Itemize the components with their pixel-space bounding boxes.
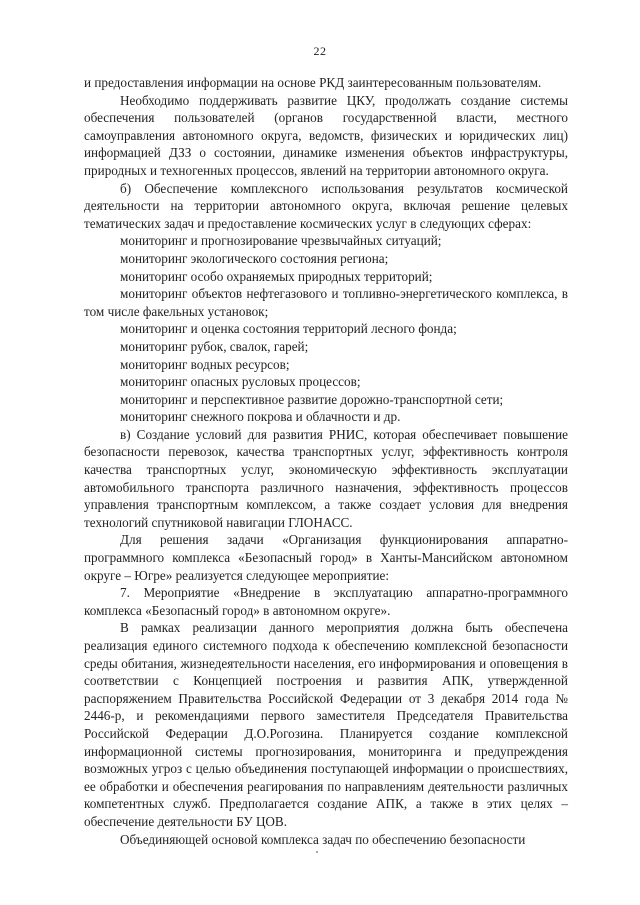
paragraph-item-b: б) Обеспечение комплексного использования результатов космической деятельности на территории автономного округа, включая решение целевых тематических задач и предоставление космических услуг в следующих сферах: — [84, 180, 568, 231]
list-item-water: мониторинг водных ресурсов; — [120, 356, 290, 372]
list-item-protected-areas: мониторинг особо охраняемых природных территорий; — [120, 268, 433, 284]
paragraph-final: Объединяющей основой комплекса задач по обеспечению безопасности — [120, 831, 526, 847]
list-item-road-network: мониторинг и перспективное развитие дорожно-транспортной сети; — [120, 391, 504, 407]
paragraph-task-safe-city: Для решения задачи «Организация функционирования аппаратно-программного комплекса «Безопасный город» в Ханты-Мансийском автономном округе – Югре» реализуется следующее мероприятие: — [84, 532, 568, 583]
list-item-oil-gas: мониторинг объектов нефтегазового и топливно-энергетического комплекса, в том числе факельных установок; — [84, 286, 568, 319]
list-item-logging: мониторинг рубок, свалок, гарей; — [120, 338, 309, 354]
list-item-snow-cover: мониторинг снежного покрова и облачности и др. — [120, 409, 401, 425]
list-item-forest: мониторинг и оценка состояния территорий лесного фонда; — [120, 321, 457, 337]
scan-speck — [316, 851, 318, 853]
page-number: 22 — [313, 44, 327, 58]
list-item-emergency: мониторинг и прогнозирование чрезвычайных ситуаций; — [120, 233, 442, 249]
paragraph-item-v: в) Создание условий для развития РНИС, которая обеспечивает повышение безопасности перевозок, качества транспортных услуг, эффективность контроля качества транспортных услуг, экономическую эффективность эксплуатации автомобильного транспорта различного назначения, эффективность процессов управления транспортным комплексом, а также создает условия для внедрения технологий спутниковой навигации ГЛОНАСС. — [84, 426, 568, 530]
document-body — [84, 74, 568, 848]
list-item-river-processes: мониторинг опасных русловых процессов; — [120, 374, 361, 390]
paragraph-implementation: В рамках реализации данного мероприятия должна быть обеспечена реализация единого системного подхода к обеспечению комплексной безопасности среды обитания, жизнедеятельности населения, его информирования и оповещения в соответствии с Концепцией построения и развития АПК, утвержденной распоряжением Правительства Российской Федерации от 3 декабря 2014 года № 2446-р, и рекомендациями первого заместителя Председателя Правительства Российской Федерации Д.О.Рогозина. Планируется создание комплексной информационной системы прогнозирования, мониторинга и предупреждения возможных угроз с целью объединения поступающей информации о происшествиях, ее обработки и обеспечения реагирования по направлениям деятельности различных компетентных служб. Предполагается создание АПК, а также в этих целях – обеспечение деятельности БУ ЦОВ. — [84, 620, 568, 829]
paragraph-tsku: Необходимо поддерживать развитие ЦКУ, продолжать создание системы обеспечения пользователей (органов государственной власти, местного самоуправления автономного округа, ведомств, физических и юридических лиц) информацией ДЗЗ о состоянии, динамике изменения объектов инфраструктуры, природных и техногенных процессов, явлений на территории автономного округа. — [84, 92, 568, 178]
list-item-ecology: мониторинг экологического состояния региона; — [120, 250, 389, 266]
paragraph-continuation: и предоставления информации на основе РКД заинтересованным пользователям. — [84, 75, 542, 90]
paragraph-measure-7: 7. Мероприятие «Внедрение в эксплуатацию аппаратно-программного комплекса «Безопасный город» в автономном округе». — [84, 585, 568, 618]
